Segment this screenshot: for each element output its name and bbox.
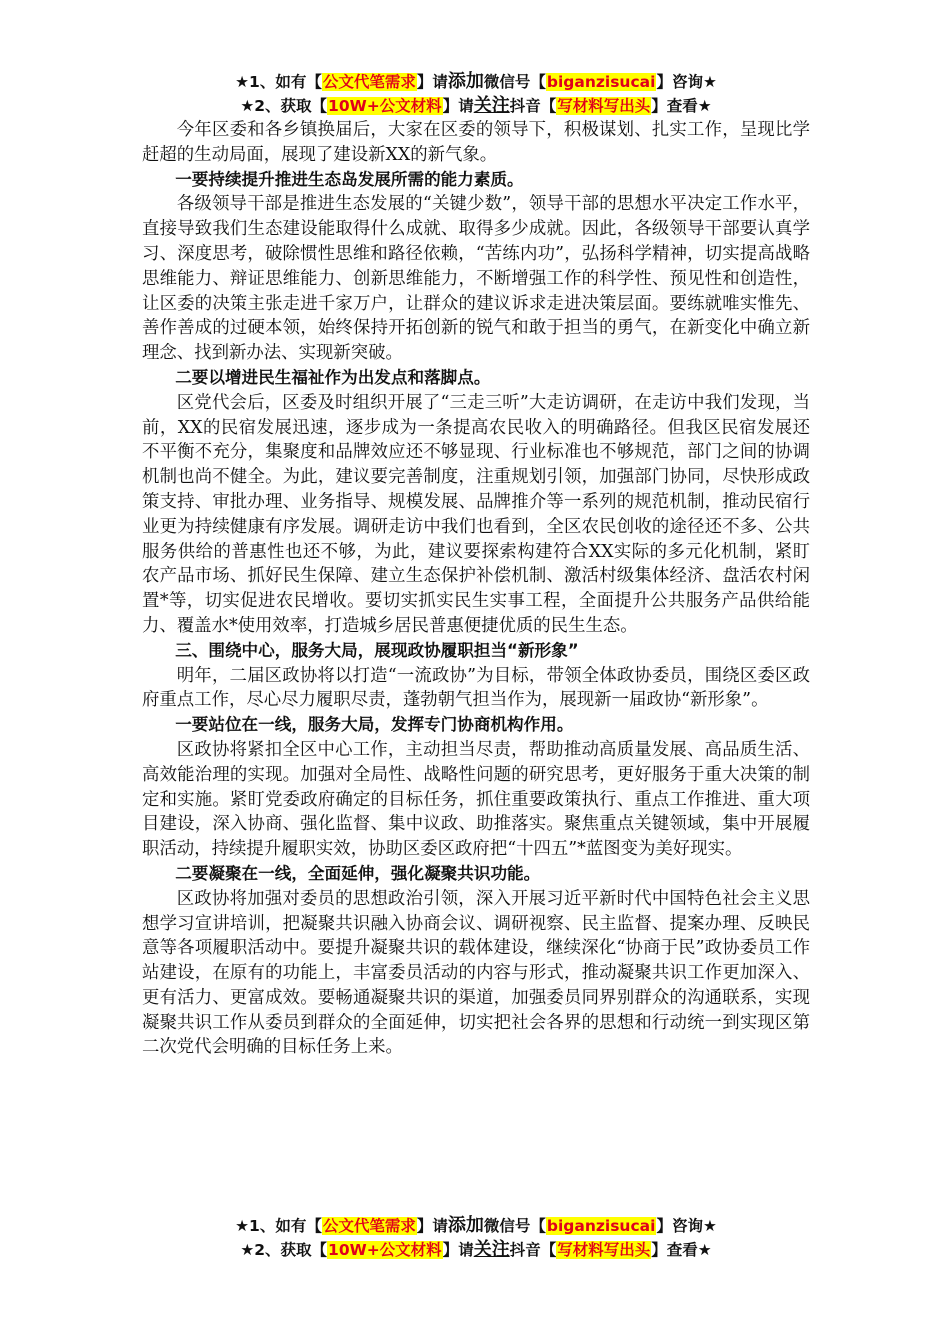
promo-text: 】请: [416, 73, 448, 91]
promo-wechat-id: biganzisucai: [546, 1217, 656, 1235]
body-paragraph: 区政协将加强对委员的思想政治引领，深入开展习近平新时代中国特色社会主义思想学习宣讲培训，把凝聚共识融入协商会议、调研视察、民主监督、提案办理、反映民意等各项履职活动中。要提升凝聚共识的载体建设，继续深化“协商于民”政协委员工作站建设，在原有的功能上，丰富委员活动的内容与形式，推动凝聚共识工作更加深入、更有活力、更富成效。要畅通凝聚共识的渠道，加强委员同界别群众的沟通联系，实现凝聚共识工作从委员到群众的全面延伸，切实把社会各界的思想和行动统一到实现区第二次党代会明确的目标任务上来。: [142, 888, 810, 1058]
promo-emphasis: 添加: [447, 71, 484, 92]
promo-text: 抖音【: [509, 97, 557, 115]
section-heading: 一要站位在一线，服务大局，发挥专门协商机构作用。: [175, 715, 574, 735]
promo-line-1: [142, 1214, 810, 1238]
promo-emphasis: 关注: [473, 1239, 510, 1260]
promo-banner-bottom: [142, 1214, 810, 1262]
promo-text: 】咨询★: [656, 73, 717, 91]
body-paragraph: 各级领导干部是推进生态发展的“关键少数”，领导干部的思想水平决定工作水平，直接导致我们生态建设能取得什么成就、取得多少成就。因此，各级领导干部要认真学习、深度思考，破除惯性思维和路径依赖，“苦练内功”，弘扬科学精神，切实提高战略思维能力、辩证思维能力、创新思维能力，不断增强工作的科学性、预见性和创造性，让区委的决策主张走进千家万户，让群众的建议诉求走进决策层面。要练就唯实惟先、善作善成的过硬本领，始终保持开拓创新的锐气和敢于担当的勇气，在新变化中确立新理念、找到新办法、实现新突破。: [142, 194, 810, 364]
promo-text: ★1、如有【: [235, 73, 322, 91]
promo-douyin-id: 写材料写出头: [557, 1241, 651, 1259]
document-body: [142, 118, 810, 1060]
chapter-heading: 三、围绕中心，服务大局，展现政协履职担当“新形象”: [175, 640, 579, 660]
promo-line-2: [142, 1238, 810, 1262]
promo-text: ★2、获取【: [240, 1241, 328, 1259]
promo-text: ★1、如有【: [235, 1217, 322, 1235]
promo-text: 】查看★: [651, 97, 712, 115]
promo-text: 】咨询★: [656, 1217, 717, 1235]
promo-highlight: 10W+公文材料: [328, 1241, 442, 1259]
promo-wechat-id: biganzisucai: [546, 73, 656, 91]
promo-highlight: 公文代笔需求: [322, 73, 416, 91]
promo-banner-top: [142, 70, 810, 118]
body-paragraph: 区政协将紧扣全区中心工作，主动担当尽责，帮助推动高质量发展、高品质生活、高效能治理的实现。加强对全局性、战略性问题的研究思考，更好服务于重大决策的制定和实施。紧盯党委政府确定的目标任务，抓住重要政策执行、重点工作推进、重大项目建设，深入协商、强化监督、集中议政、助推落实。聚焦重点关键领域，集中开展履职活动，持续提升履职实效，协助区委区政府把“十四五”*蓝图变为美好现实。: [142, 739, 810, 860]
section-heading: 一要持续提升推进生态岛发展所需的能力素质。: [175, 169, 524, 189]
body-paragraph: 区党代会后，区委及时组织开展了“三走三听”大走访调研，在走访中我们发现，当前，XX的民宿发展迅速，逐步成为一条提高农民收入的明确路径。但我区民宿发展还不平衡不充分，集聚度和品牌效应还不够显现、行业标准也不够规范，部门之间的协调机制也尚不健全。为此，建议要完善制度，注重规划引领，加强部门协同，尽快形成政策支持、审批办理、业务指导、规模发展、品牌推介等一系列的规范机制，推动民宿行业更为持续健康有序发展。调研走访中我们也看到，全区农民创收的途径还不多、公共服务供给的普惠性也还不够，为此，建议要探索构建符合XX实际的多元化机制，紧盯农产品市场、抓好民生保障、建立生态保护补偿机制、激活村级集体经济、盘活农村闲置*等，切实促进农民增收。要切实抓实民生实事工程，全面提升公共服务产品供给能力、覆盖水*使用效率，打造城乡居民普惠便捷优质的民生生态。: [142, 392, 810, 636]
promo-highlight: 公文代笔需求: [322, 1217, 416, 1235]
promo-douyin-id: 写材料写出头: [557, 97, 651, 115]
promo-text: 微信号【: [483, 73, 546, 91]
promo-line-2: [142, 94, 810, 118]
promo-text: 抖音【: [509, 1241, 557, 1259]
promo-text: 微信号【: [483, 1217, 546, 1235]
section-heading: 二要凝聚在一线，全面延伸，强化凝聚共识功能。: [175, 863, 541, 883]
promo-text: 】请: [416, 1217, 448, 1235]
promo-emphasis: 添加: [447, 1215, 484, 1236]
section-heading: 二要以增进民生福祉作为出发点和落脚点。: [175, 367, 491, 387]
promo-line-1: [142, 70, 810, 94]
body-paragraph: 今年区委和各乡镇换届后，大家在区委的领导下，积极谋划、扎实工作，呈现比学赶超的生动局面，展现了建设新XX的新气象。: [142, 120, 810, 165]
promo-emphasis: 关注: [473, 95, 510, 116]
body-paragraph: 明年，二届区政协将以打造“一流政协”为目标，带领全体政协委员，围绕区委区政府重点工作，尽心尽力履职尽责，蓬勃朝气担当作为，展现新一届政协“新形象”。: [142, 665, 810, 711]
promo-highlight: 10W+公文材料: [328, 97, 442, 115]
promo-text: ★2、获取【: [240, 97, 328, 115]
promo-text: 】请: [442, 97, 474, 115]
promo-text: 】查看★: [651, 1241, 712, 1259]
promo-text: 】请: [442, 1241, 474, 1259]
